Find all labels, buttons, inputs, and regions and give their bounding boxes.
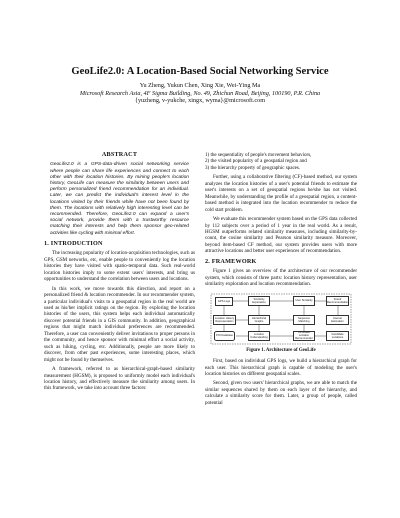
left-column: [44, 152, 195, 395]
similarity-exploration-box: Similarity Exploration: [248, 296, 270, 306]
abstract-heading: ABSTRACT: [101, 151, 138, 158]
author-names: Yu Zheng, Yukun Chen, Xing Xie, Wei-Ying Ma: [139, 82, 261, 89]
interest-estimation-box: Interest Estimation: [326, 315, 349, 325]
author-affiliation: Microsoft Research Asia, 4F Sigma Building, No. 49, Zhichun Road, Beijing, 100190, P.R. China: [79, 89, 321, 97]
location-history-box: Location History Representation: [214, 316, 235, 323]
candidate-locations-box: Candidate Locations: [326, 331, 349, 341]
introduction-heading: 1. INTRODUCTION: [44, 239, 103, 247]
right-paragraph-5: Second, given two users' hierarchical graphs, we are able to match the similar sequences shared by them on each layer of the hierarchy, and calculate a similarity score for them. Later, a group of people, called potential: [205, 380, 357, 406]
user-similarity-box: User Similarity: [293, 296, 315, 306]
figure-caption: Figure 1. Architecture of GeoLife: [246, 347, 316, 353]
intro-paragraph-2: In this work, we move towards this direction, and report on a personalized friend & location recommender. In our recommender system, a particular individual's visits to a geospatial region in the real world are used as his/her implicit ratings on the region. By exploring the location histories of the users, this system helps each individual automatically discover potential friends in a GIS community. In addition, geographical regions that might match individual preferences are recommended. Therefore, a user can conveniently deliver invitations to proper persons in the community, and hence sponsor with minimal effort a social activity, such as hiking, cycling, etc. Additionally, people are more likely to discover, from other past experiences, some interesting places, which might not be found by themselves.: [44, 285, 195, 363]
right-paragraph-1: Further, using a collaborative filtering (CF)-based method, our system analyzes the location histories of a user's potential friends to estimate the user's interests on a set of geospatial regions he/she has not visited. Meanwhile, by understanding the profile of a geospatial region, a content-based method is integrated into the location recommender to reduce the cold start problem.: [205, 174, 357, 213]
sequence-matching-box: Sequence Matching: [293, 315, 315, 325]
author-block: [0, 82, 400, 105]
framework-heading: 2. FRAMEWORK: [205, 257, 257, 265]
cf-location-recommender-box: CF-Based Location Recommender: [293, 331, 315, 341]
hierarchical-graphs-box: Hierarchical Graphs: [248, 315, 270, 325]
framework-paragraph: Figure 1 gives an overview of the architecture of our recommender system, which consists of three parts: location history representation, user similarity exploration and location recommendation.: [205, 268, 357, 288]
abstract-text: GeoLife2.0 is a GPS-data-driven social networking service where people can share life experiences and connect to each other with their location histories. By mining people's location history, GeoLife can measure the similarity between users and perform personalized friend recommendation for an individual. Later, we can predict the individual's interest level in the locations visited by their friends while have not been found by them. The locations with relatively high interesting level can be recommended. Therefore, GeoLife2.0 can expand a user's social network, provide them with a trustworthy resource matching their interests and help them sponsor geo-related activities like cycling with minimal effort.: [50, 162, 189, 236]
factor-2: 2) the visited popularity of a geospatial region and: [205, 158, 307, 165]
factor-3: 3) the hierarchy property of geographic spaces.: [205, 164, 301, 171]
architecture-figure: [210, 293, 352, 345]
author-emails: {yuzheng, v-yukche, xingx, wyma}@microsoft.com: [134, 97, 266, 105]
poi-database-box: POI Database: [214, 331, 235, 341]
intro-paragraph-3: A framework, referred to as hierarchical-graph-based similarity measurement (HGSM), is proposed to uniformly model each individual's location history, and effectively measure the similarity among users. In this framework, we take into account three factors:: [44, 366, 195, 392]
intro-paragraph-1: The increasing popularity of location-acquisition technologies, such as GPS, GSM networks, etc, enable people to conveniently log the location histories they have visited with spatio-temporal data. Such real-world location histories imply to some extent users' interests, and bring us opportunities to understand the correlation between users and locations.: [44, 250, 195, 283]
paper-title: GeoLife2.0: A Location-Based Social Networking Service: [71, 66, 329, 77]
right-paragraph-2: We evaluate this recommender system based on the GPS data collected by 112 subjects over a period of 1 year in the real world. As a result, HGSM outperforms related similarity measures, including similarity-by-count, the cosine similarity and Pearson similarity measure. Moreover, beyond item-based CF method, our system provides users with more attractive locations and better user experiences of recommendation.: [205, 216, 357, 255]
right-column: [205, 152, 357, 409]
right-paragraph-4: First, based on individual GPS logs, we build a hierarchical graph for each user. This hierarchical graph is capable of modeling the user's location histories on different geospatial scales.: [205, 358, 357, 377]
factor-1: 1) the sequentiality of people's movement behaviors,: [205, 152, 312, 158]
friend-recommendation-box: Friend Recommendation: [326, 297, 349, 304]
location-understanding-box: Location Understanding: [248, 331, 270, 341]
gps-logs-box: GPS Logs: [215, 297, 233, 306]
